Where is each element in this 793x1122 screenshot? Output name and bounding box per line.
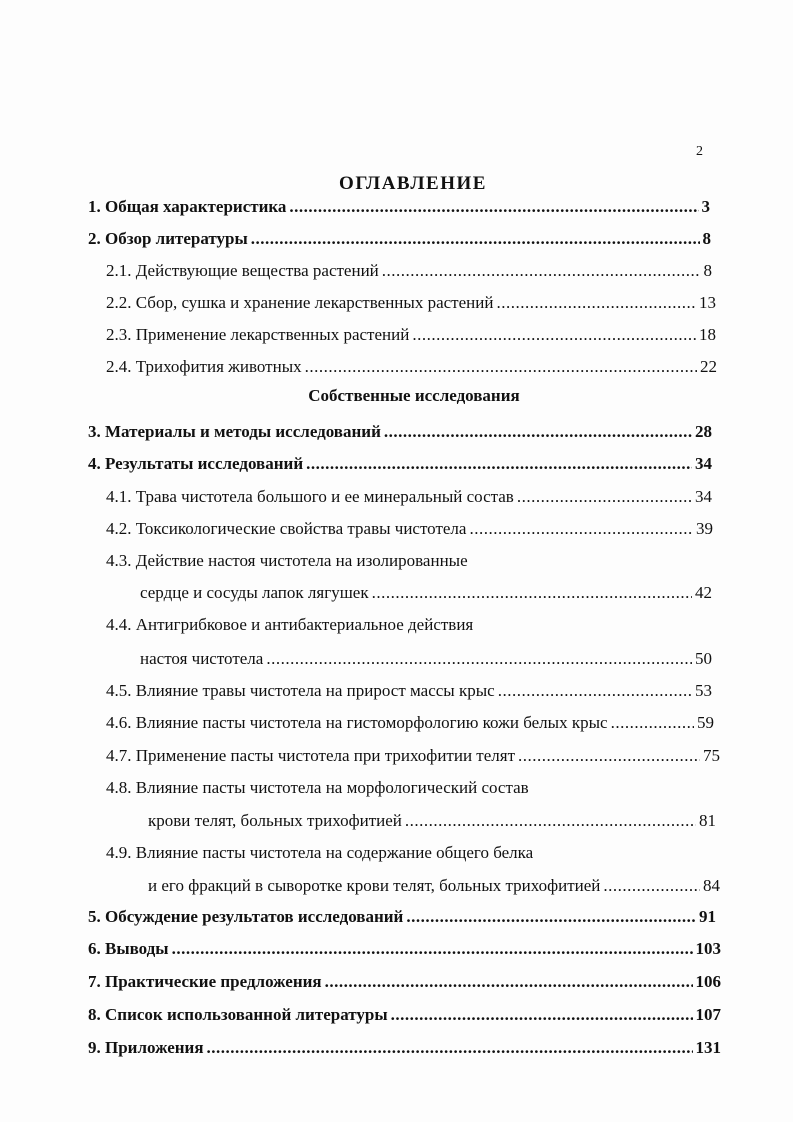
toc-entry-page: 59 xyxy=(697,713,714,732)
toc-entry-page: 84 xyxy=(703,876,720,895)
toc-entry-2[interactable] xyxy=(88,228,711,250)
toc-entry-4-4-title[interactable]: 4.4. Антигрибковое и антибактериальное действия xyxy=(106,615,474,634)
toc-entry-2-2[interactable] xyxy=(106,292,716,314)
dot-leader xyxy=(305,356,697,378)
toc-entry-title: 4.7. Применение пасты чистотела при трихофитии телят xyxy=(106,746,516,765)
toc-entry-2-3[interactable] xyxy=(106,324,716,346)
toc-entry-title: 8. Список использованной литературы xyxy=(88,1005,388,1024)
toc-entry-title: 2.3. Применение лекарственных растений xyxy=(106,325,410,344)
dot-leader xyxy=(372,582,692,604)
toc-entry-6[interactable] xyxy=(88,938,721,960)
toc-entry-title: 9. Приложения xyxy=(88,1038,204,1057)
toc-entry-4-9-title[interactable]: 4.9. Влияние пасты чистотела на содержание общего белка xyxy=(106,843,534,862)
toc-entry-title: 2. Обзор литературы xyxy=(88,229,248,248)
dot-leader xyxy=(325,971,693,993)
toc-entry-page: 34 xyxy=(695,454,712,473)
toc-entry-title: 4. Результаты исследований xyxy=(88,454,304,473)
toc-entry-page: 81 xyxy=(699,811,716,830)
dot-leader xyxy=(172,938,693,960)
dot-leader xyxy=(306,453,692,475)
toc-entry-continuation: сердце и сосуды лапок лягушек xyxy=(140,583,369,602)
toc-entry-4[interactable] xyxy=(88,453,712,475)
toc-entry-4-4[interactable] xyxy=(140,648,712,670)
toc-entry-3[interactable] xyxy=(88,421,712,443)
dot-leader xyxy=(405,810,696,832)
dot-leader xyxy=(496,292,696,314)
dot-leader xyxy=(611,712,694,734)
toc-entry-title: 4.1. Трава чистотела большого и ее минеральный состав xyxy=(106,487,514,506)
toc-entry-page: 18 xyxy=(699,325,716,344)
toc-entry-page: 28 xyxy=(695,422,712,441)
toc-entry-8[interactable] xyxy=(88,1004,721,1026)
toc-entry-2-4[interactable] xyxy=(106,356,717,378)
toc-entry-4-2[interactable] xyxy=(106,518,713,540)
dot-leader xyxy=(384,421,692,443)
toc-entry-7[interactable] xyxy=(88,971,721,993)
toc-entry-4-8-title[interactable]: 4.8. Влияние пасты чистотела на морфологический состав xyxy=(106,778,529,797)
toc-entry-page: 8 xyxy=(702,229,711,248)
toc-title: ОГЛАВЛЕНИЕ xyxy=(339,173,487,194)
dot-leader xyxy=(207,1037,693,1059)
toc-entry-title: 7. Практические предложения xyxy=(88,972,322,991)
toc-entry-title: 3. Материалы и методы исследований xyxy=(88,422,381,441)
page-number: 2 xyxy=(696,144,703,159)
toc-entry-4-9[interactable] xyxy=(148,875,720,897)
toc-entry-4-5[interactable] xyxy=(106,680,712,702)
dot-leader xyxy=(391,1004,693,1026)
toc-entry-title: 5. Обсуждение результатов исследований xyxy=(88,907,404,926)
dot-leader xyxy=(406,906,696,928)
dot-leader xyxy=(469,518,693,540)
dot-leader xyxy=(382,260,701,282)
toc-entry-title: 4.6. Влияние пасты чистотела на гистоморфологию кожи белых крыс xyxy=(106,713,608,732)
toc-entry-4-3-title[interactable]: 4.3. Действие настоя чистотела на изолированные xyxy=(106,551,468,570)
toc-entry-page: 39 xyxy=(696,519,713,538)
toc-entry-4-1[interactable] xyxy=(106,486,712,508)
toc-entry-2-1[interactable] xyxy=(106,260,712,282)
dot-leader xyxy=(251,228,700,250)
dot-leader xyxy=(498,680,692,702)
section-heading: Собственные исследования xyxy=(308,386,520,405)
toc-entry-page: 103 xyxy=(695,939,721,958)
toc-entry-title: 2.1. Действующие вещества растений xyxy=(106,261,379,280)
toc-entry-page: 107 xyxy=(695,1005,721,1024)
toc-entry-continuation: крови телят, больных трихофитией xyxy=(148,811,402,830)
toc-entry-title: 2.2. Сбор, сушка и хранение лекарственных растений xyxy=(106,293,494,312)
toc-entry-continuation: настоя чистотела xyxy=(140,649,264,668)
toc-entry-page: 22 xyxy=(700,357,717,376)
toc-entry-page: 13 xyxy=(699,293,716,312)
toc-entry-1[interactable] xyxy=(88,196,710,218)
toc-entry-title: 2.4. Трихофития животных xyxy=(106,357,302,376)
toc-entry-page: 53 xyxy=(695,681,712,700)
toc-entry-page: 42 xyxy=(695,583,712,602)
dot-leader xyxy=(412,324,696,346)
toc-entry-4-6[interactable] xyxy=(106,712,714,734)
toc-entry-title: 1. Общая характеристика xyxy=(88,197,287,216)
toc-entry-4-3[interactable] xyxy=(140,582,712,604)
toc-entry-4-8[interactable] xyxy=(148,810,716,832)
toc-entry-title: 4.5. Влияние травы чистотела на прирост массы крыс xyxy=(106,681,495,700)
dot-leader xyxy=(289,196,698,218)
toc-entry-page: 50 xyxy=(695,649,712,668)
toc-entry-continuation: и его фракций в сыворотке крови телят, больных трихофитией xyxy=(148,876,601,895)
toc-entry-page: 75 xyxy=(703,746,720,765)
toc-entry-page: 3 xyxy=(701,197,710,216)
dot-leader xyxy=(266,648,692,670)
toc-entry-page: 106 xyxy=(695,972,721,991)
toc-entry-4-7[interactable] xyxy=(106,745,720,767)
toc-entry-title: 6. Выводы xyxy=(88,939,169,958)
dot-leader xyxy=(518,745,700,767)
toc-entry-title: 4.2. Токсикологические свойства травы чистотела xyxy=(106,519,467,538)
dot-leader xyxy=(603,875,700,897)
toc-entry-9[interactable] xyxy=(88,1037,721,1059)
dot-leader xyxy=(517,486,692,508)
toc-entry-page: 91 xyxy=(699,907,716,926)
toc-entry-page: 34 xyxy=(695,487,712,506)
toc-entry-5[interactable] xyxy=(88,906,716,928)
toc-entry-page: 131 xyxy=(695,1038,721,1057)
toc-entry-page: 8 xyxy=(703,261,712,280)
